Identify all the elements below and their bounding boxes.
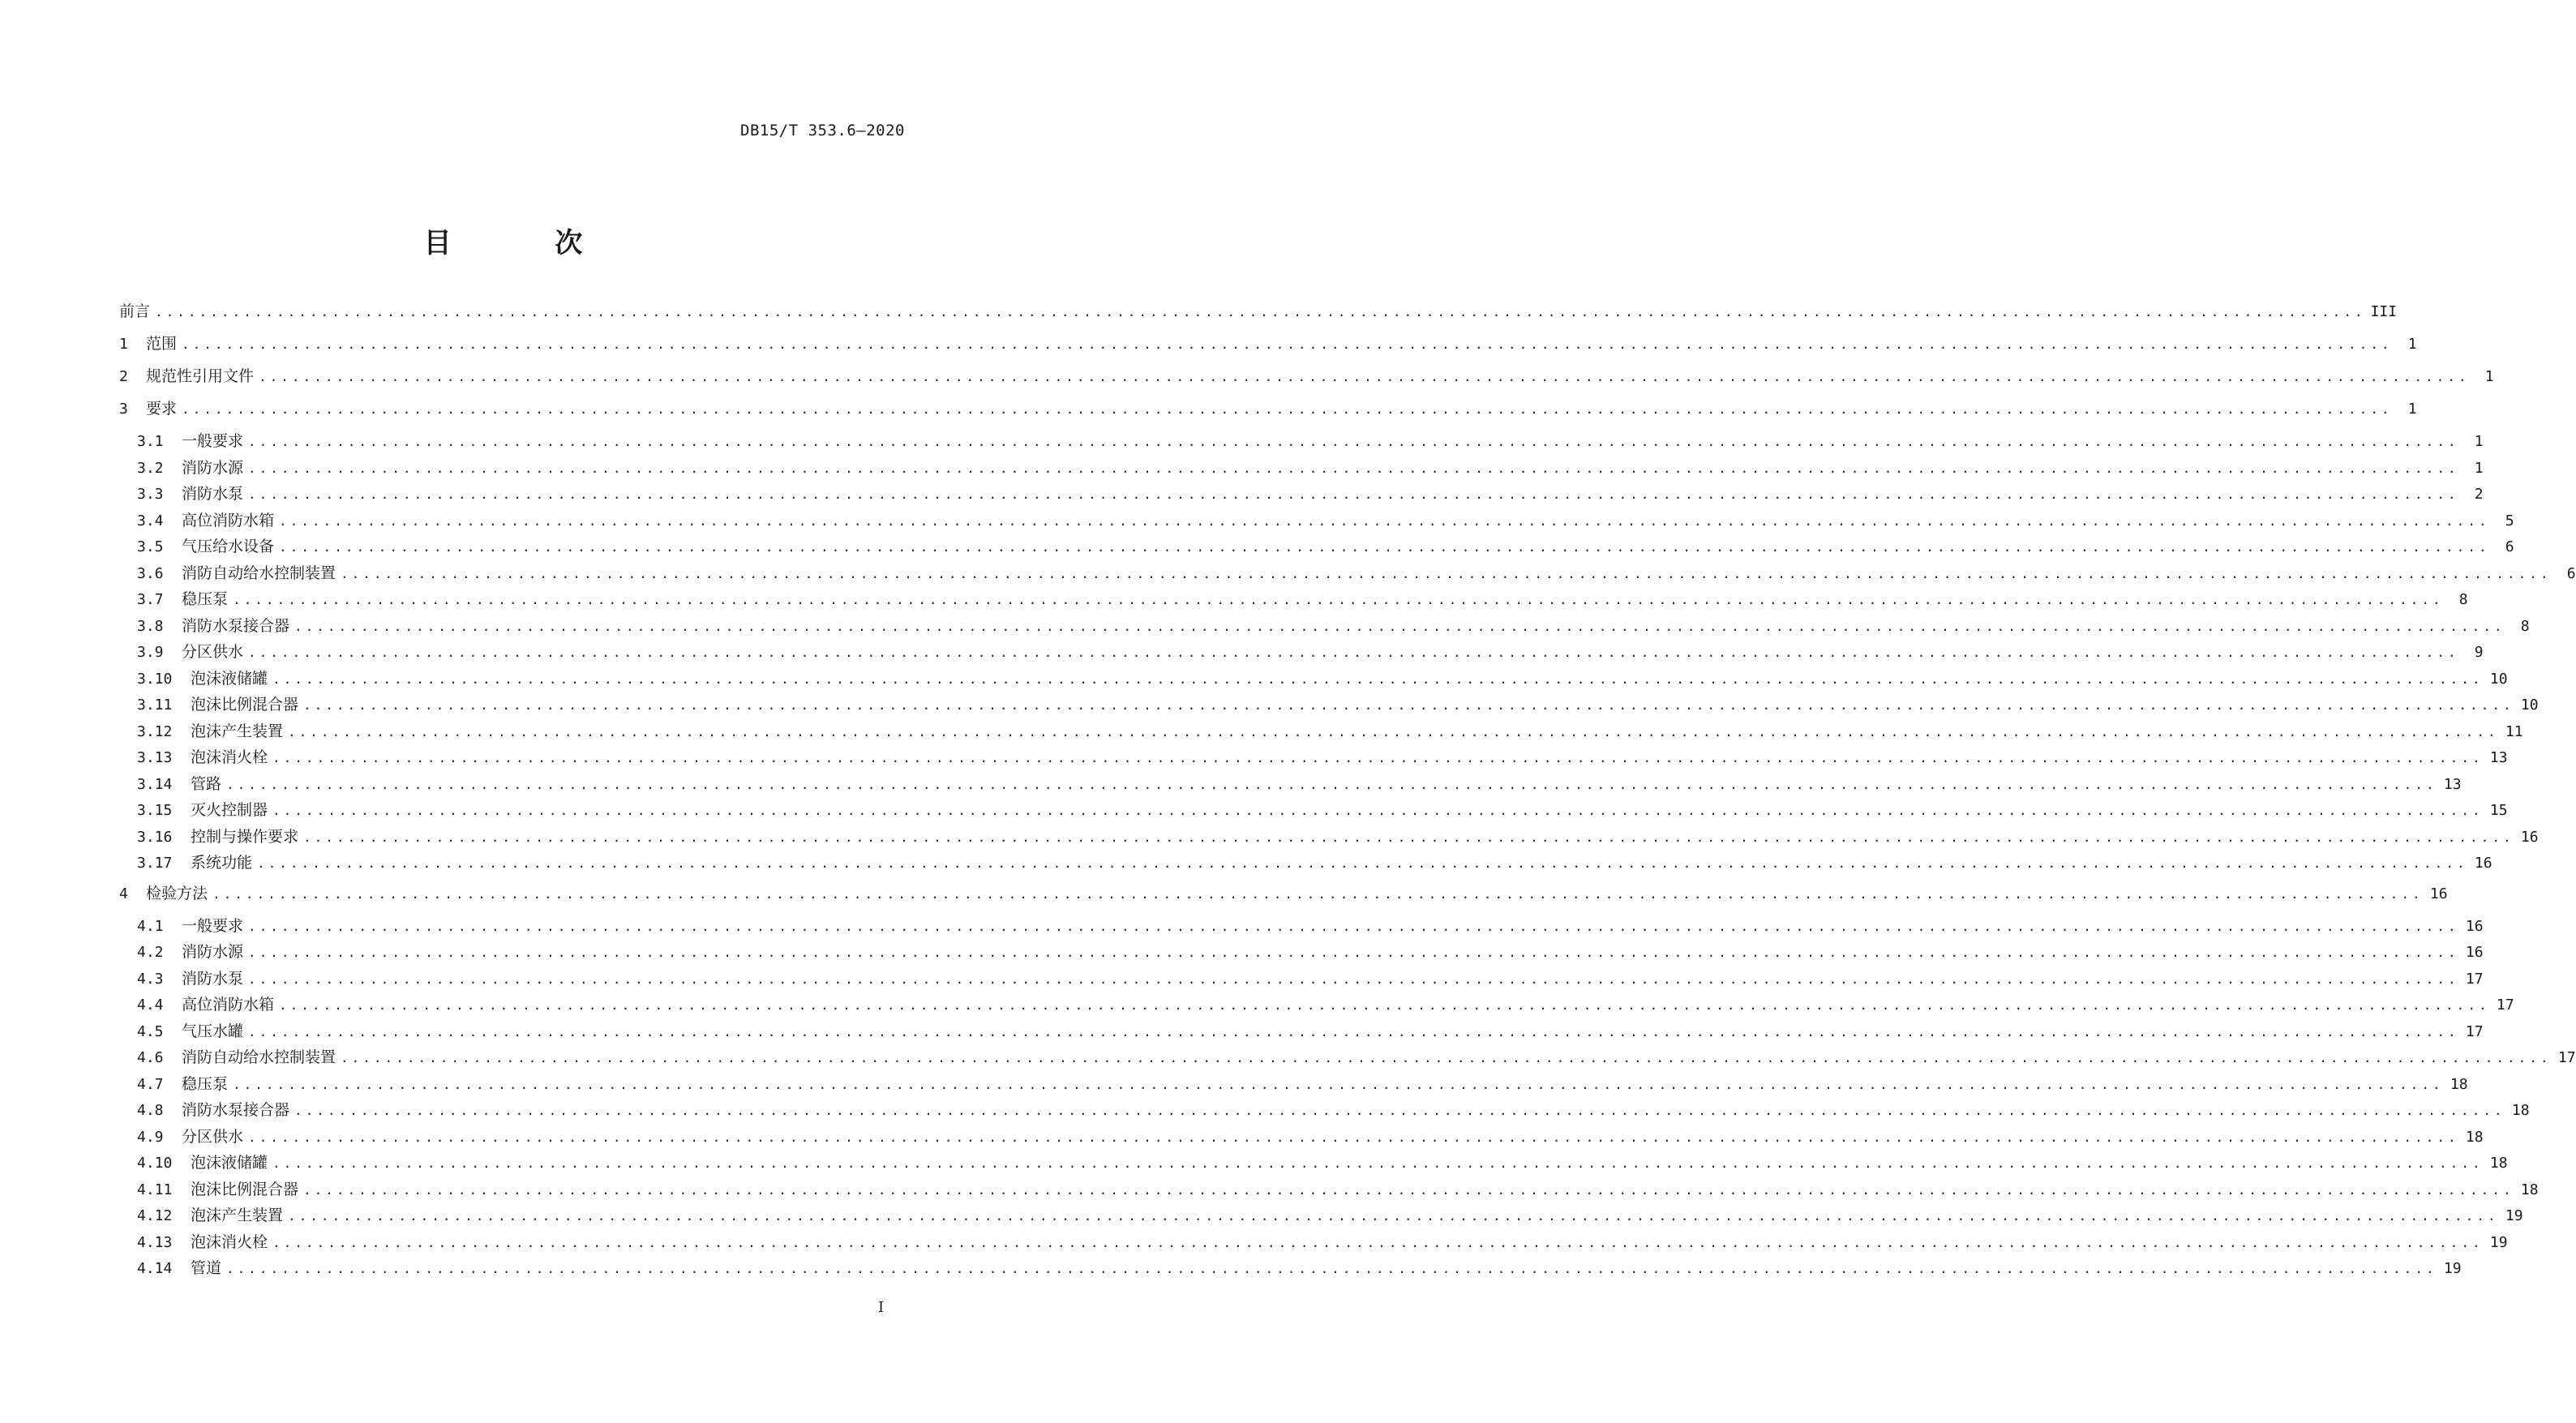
- toc-entry-label: 泡沫消火栓: [191, 748, 268, 766]
- toc-leader-dots: ........................................................................................................................................................................................................: [272, 803, 2484, 818]
- toc-entry-label: 消防水源: [182, 943, 244, 961]
- toc-leader-dots: ........................................................................................................................................................................................................: [248, 971, 2459, 987]
- toc-entry[interactable]: [119, 1153, 2508, 1180]
- toc-entry-label: 气压水罐: [182, 1022, 244, 1040]
- toc-entry-page: 16: [2520, 828, 2539, 846]
- toc-entry-page: 16: [2465, 917, 2484, 935]
- standard-code: DB15/T 353.6—2020: [740, 122, 905, 139]
- toc-entry[interactable]: [119, 748, 2508, 774]
- toc-entry-label: 消防水源: [182, 458, 244, 477]
- toc-entry-number: 4.6: [137, 1049, 164, 1066]
- page-title: 目 次: [423, 227, 630, 259]
- toc-entry-page: 15: [2489, 802, 2508, 819]
- toc-entry-page: 19: [2489, 1233, 2508, 1251]
- toc-entry-number: 4: [119, 885, 128, 902]
- toc-entry-number: 3: [119, 401, 128, 418]
- toc-entry[interactable]: [119, 1048, 2576, 1074]
- toc-entry[interactable]: [119, 431, 2484, 458]
- toc-leader-dots: ........................................................................................................................................................................................................: [248, 1129, 2459, 1145]
- toc-entry-label: 气压给水设备: [182, 538, 275, 555]
- toc-entry-page: 18: [2511, 1102, 2530, 1119]
- table-of-contents: [119, 302, 2576, 1285]
- toc-entry-label: 泡沫液储罐: [191, 669, 268, 688]
- toc-entry-number: 3.12: [137, 722, 173, 740]
- toc-leader-dots: ........................................................................................................................................................................................................: [248, 1023, 2459, 1039]
- toc-entry-number: 4.8: [137, 1102, 164, 1119]
- toc-leader-dots: ........................................................................................................................................................................................................: [279, 512, 2490, 529]
- toc-entry-label: 消防水泵接合器: [182, 1101, 290, 1119]
- toc-entry[interactable]: [119, 564, 2576, 590]
- toc-entry-label: 消防自动给水控制装置: [182, 564, 336, 582]
- toc-leader-dots: ........................................................................................................................................................................................................: [257, 855, 2468, 871]
- toc-entry-label: 灭火控制器: [191, 801, 268, 819]
- toc-entry-label: 前言: [119, 302, 151, 320]
- toc-entry-label: 稳压泵: [182, 1074, 229, 1093]
- toc-entry-number: 3.9: [137, 644, 164, 661]
- toc-entry-number: 3.11: [137, 696, 173, 714]
- toc-leader-dots: ........................................................................................................................................................................................................: [294, 618, 2505, 634]
- toc-entry[interactable]: [119, 695, 2539, 722]
- toc-leader-dots: ........................................................................................................................................................................................................: [279, 997, 2490, 1013]
- toc-entry-label: 系统功能: [191, 854, 253, 872]
- toc-leader-dots: ........................................................................................................................................................................................................: [288, 723, 2499, 739]
- toc-entry[interactable]: [119, 302, 2398, 334]
- toc-leader-dots: ........................................................................................................................................................................................................: [212, 885, 2424, 902]
- toc-leader-dots: ........................................................................................................................................................................................................: [303, 829, 2514, 845]
- toc-entry[interactable]: [119, 800, 2508, 827]
- toc-entry-page: 17: [2465, 1022, 2484, 1040]
- toc-entry-label: 消防水泵: [182, 485, 244, 503]
- toc-entry-page: 18: [2489, 1155, 2508, 1172]
- toc-entry-number: 4.1: [137, 917, 164, 935]
- toc-entry-number: 3.1: [137, 433, 164, 450]
- toc-entry-number: 3.3: [137, 486, 164, 503]
- toc-entry-page: 16: [2465, 944, 2484, 961]
- toc-entry-number: 4.11: [137, 1181, 173, 1198]
- toc-entry-number: 3.13: [137, 749, 173, 766]
- toc-leader-dots: ........................................................................................................................................................................................................: [303, 1181, 2514, 1198]
- toc-leader-dots: ........................................................................................................................................................................................................: [272, 1155, 2484, 1171]
- toc-entry-number: 3.17: [137, 855, 173, 872]
- toc-entry[interactable]: [119, 1232, 2508, 1259]
- toc-entry-number: 4.12: [137, 1207, 173, 1224]
- toc-entry-page: 6: [2566, 564, 2576, 582]
- toc-entry-label: 稳压泵: [182, 590, 229, 608]
- toc-entry-number: 4.13: [137, 1233, 173, 1251]
- toc-entry-page: 13: [2443, 775, 2462, 793]
- toc-entry-label: 一般要求: [182, 432, 244, 450]
- toc-entry-label: 消防水泵接合器: [182, 616, 290, 635]
- toc-entry[interactable]: [119, 827, 2539, 854]
- toc-leader-dots: ........................................................................................................................................................................................................: [226, 1261, 2437, 1276]
- toc-entry-page: 1: [2407, 336, 2417, 353]
- toc-entry-page: 13: [2489, 749, 2508, 766]
- toc-leader-dots: ........................................................................................................................................................................................................: [341, 1050, 2552, 1065]
- toc-entry-label: 高位消防水箱: [182, 511, 275, 529]
- toc-entry-number: 3.4: [137, 512, 164, 529]
- toc-entry-label: 泡沫比例混合器: [191, 696, 299, 714]
- toc-entry-page: 8: [2458, 591, 2468, 608]
- toc-entry-label: 检验方法: [146, 884, 208, 902]
- toc-entry-page: 19: [2505, 1207, 2523, 1224]
- toc-entry-label: 分区供水: [182, 1127, 244, 1146]
- toc-entry-label: 规范性引用文件: [146, 367, 255, 385]
- toc-entry-number: 3.10: [137, 670, 173, 688]
- toc-entry-label: 范围: [146, 335, 178, 353]
- toc-entry-label: 分区供水: [182, 643, 244, 661]
- toc-entry[interactable]: [119, 916, 2484, 943]
- toc-leader-dots: ........................................................................................................................................................................................................: [248, 434, 2459, 449]
- toc-entry-page: 1: [2484, 368, 2494, 385]
- toc-entry[interactable]: [119, 642, 2484, 669]
- toc-entry-number: 3.15: [137, 802, 173, 819]
- toc-leader-dots: ........................................................................................................................................................................................................: [155, 304, 2366, 319]
- toc-entry-page: 6: [2505, 538, 2514, 555]
- toc-entry[interactable]: [119, 1258, 2462, 1285]
- toc-entry-number: 2: [119, 368, 128, 385]
- toc-leader-dots: ........................................................................................................................................................................................................: [182, 401, 2393, 417]
- toc-entry-label: 泡沫产生装置: [191, 1207, 284, 1224]
- toc-entry-page: 9: [2474, 644, 2484, 661]
- toc-entry-label: 一般要求: [182, 916, 244, 935]
- toc-entry-label: 要求: [146, 400, 178, 418]
- toc-entry-number: 3.7: [137, 591, 164, 608]
- toc-entry-page: 2: [2474, 486, 2484, 503]
- toc-leader-dots: ........................................................................................................................................................................................................: [248, 945, 2459, 960]
- toc-entry-number: 4.14: [137, 1260, 173, 1277]
- toc-entry-label: 消防水泵: [182, 969, 244, 988]
- toc-leader-dots: ........................................................................................................................................................................................................: [226, 776, 2437, 792]
- toc-entry[interactable]: [119, 722, 2523, 748]
- toc-entry-page: 10: [2489, 670, 2508, 688]
- toc-entry-label: 泡沫消火栓: [191, 1232, 268, 1251]
- toc-leader-dots: ........................................................................................................................................................................................................: [294, 1103, 2505, 1118]
- toc-entry-number: 4.10: [137, 1155, 173, 1172]
- toc-entry-page: 18: [2465, 1128, 2484, 1146]
- toc-entry[interactable]: [119, 774, 2462, 801]
- toc-leader-dots: ........................................................................................................................................................................................................: [233, 592, 2444, 607]
- toc-entry[interactable]: [119, 853, 2492, 880]
- toc-leader-dots: ........................................................................................................................................................................................................: [248, 918, 2459, 934]
- toc-entry-number: 3.2: [137, 459, 164, 477]
- toc-entry-page: 17: [2557, 1049, 2576, 1066]
- toc-entry[interactable]: [119, 511, 2514, 538]
- toc-entry-label: 管路: [191, 774, 222, 793]
- toc-entry-number: 4.9: [137, 1128, 164, 1146]
- toc-leader-dots: ........................................................................................................................................................................................................: [233, 1076, 2444, 1092]
- toc-entry[interactable]: [119, 969, 2484, 996]
- toc-entry-number: 1: [119, 336, 128, 353]
- toc-leader-dots: ........................................................................................................................................................................................................: [272, 671, 2484, 687]
- toc-entry-label: 管道: [191, 1259, 222, 1277]
- toc-entry[interactable]: [119, 1074, 2468, 1101]
- toc-entry[interactable]: [119, 484, 2484, 511]
- toc-entry-number: 4.4: [137, 997, 164, 1014]
- toc-entry-page: 17: [2465, 970, 2484, 988]
- toc-entry[interactable]: [119, 616, 2530, 643]
- toc-entry-number: 3.14: [137, 775, 173, 793]
- toc-entry[interactable]: [119, 942, 2484, 969]
- toc-leader-dots: ........................................................................................................................................................................................................: [341, 565, 2552, 581]
- toc-entry-label: 泡沫液储罐: [191, 1154, 268, 1172]
- toc-entry-number: 4.7: [137, 1075, 164, 1093]
- toc-entry-number: 3.16: [137, 828, 173, 846]
- toc-leader-dots: ........................................................................................................................................................................................................: [303, 697, 2514, 713]
- toc-entry[interactable]: [119, 1127, 2484, 1154]
- toc-leader-dots: ........................................................................................................................................................................................................: [182, 336, 2393, 352]
- toc-entry-page: 18: [2450, 1075, 2468, 1093]
- toc-entry-number: 3.5: [137, 538, 164, 555]
- toc-entry[interactable]: [119, 1206, 2523, 1232]
- toc-entry-number: 4.3: [137, 970, 164, 988]
- toc-entry[interactable]: [119, 458, 2484, 485]
- toc-entry-label: 控制与操作要求: [191, 827, 299, 846]
- page-number: I: [878, 1299, 885, 1316]
- toc-entry[interactable]: [119, 1022, 2484, 1048]
- toc-entry-page: 17: [2496, 997, 2514, 1014]
- toc-entry-page: 5: [2505, 512, 2514, 529]
- toc-leader-dots: ........................................................................................................................................................................................................: [248, 645, 2459, 660]
- toc-entry[interactable]: [119, 334, 2417, 366]
- toc-leader-dots: ........................................................................................................................................................................................................: [272, 1234, 2484, 1250]
- toc-entry[interactable]: [119, 669, 2508, 696]
- toc-entry-page: 8: [2520, 617, 2530, 635]
- toc-leader-dots: ........................................................................................................................................................................................................: [248, 486, 2459, 502]
- toc-entry-label: 泡沫比例混合器: [191, 1180, 299, 1198]
- toc-entry-page: 1: [2474, 459, 2484, 477]
- toc-leader-dots: ........................................................................................................................................................................................................: [259, 369, 2470, 384]
- toc-entry[interactable]: [119, 1180, 2539, 1207]
- toc-entry[interactable]: [119, 399, 2417, 431]
- toc-entry[interactable]: [119, 1100, 2530, 1127]
- toc-leader-dots: ........................................................................................................................................................................................................: [272, 750, 2484, 765]
- toc-entry-page: 18: [2520, 1181, 2539, 1198]
- toc-entry-number: 4.5: [137, 1022, 164, 1040]
- toc-entry[interactable]: [119, 537, 2514, 564]
- toc-entry-page: 16: [2474, 855, 2492, 872]
- toc-entry-page: 10: [2520, 696, 2539, 714]
- toc-entry-page: 1: [2407, 401, 2417, 418]
- toc-entry-number: 3.6: [137, 564, 164, 582]
- toc-leader-dots: ........................................................................................................................................................................................................: [279, 539, 2490, 555]
- toc-entry[interactable]: [119, 884, 2448, 916]
- toc-entry-number: 4.2: [137, 944, 164, 961]
- toc-entry-page: III: [2370, 303, 2398, 320]
- toc-entry-page: 16: [2429, 885, 2448, 902]
- toc-entry-label: 泡沫产生装置: [191, 722, 284, 740]
- toc-entry[interactable]: [119, 589, 2468, 616]
- toc-entry-page: 1: [2474, 433, 2484, 450]
- toc-entry-page: 11: [2505, 722, 2523, 740]
- toc-leader-dots: ........................................................................................................................................................................................................: [288, 1208, 2499, 1224]
- toc-entry[interactable]: [119, 995, 2514, 1022]
- toc-entry[interactable]: [119, 366, 2494, 399]
- toc-entry-number: 3.8: [137, 617, 164, 635]
- toc-entry-page: 19: [2443, 1260, 2462, 1277]
- toc-leader-dots: ........................................................................................................................................................................................................: [248, 460, 2459, 476]
- toc-entry-label: 高位消防水箱: [182, 996, 275, 1014]
- toc-entry-label: 消防自动给水控制装置: [182, 1048, 336, 1066]
